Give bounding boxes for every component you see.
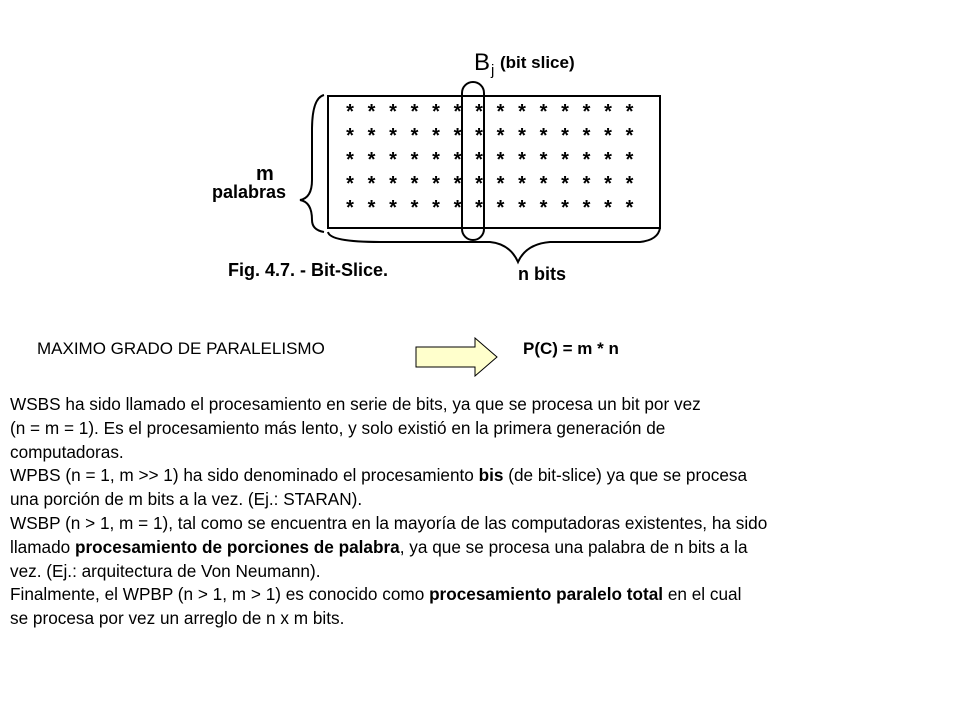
slice-label: B	[474, 49, 491, 76]
bit: *	[410, 101, 419, 123]
p3-bold: procesamiento de porciones de palabra	[74, 536, 400, 557]
bit: *	[432, 101, 440, 123]
p1-line1: WSBS ha sido llamado el procesamiento en serie de bits, ya que se procesa un bit por vez	[10, 394, 701, 414]
bit: *	[561, 149, 569, 171]
bit: *	[604, 101, 612, 123]
m-label: m	[256, 163, 274, 185]
bit: *	[453, 149, 462, 171]
bit: *	[367, 173, 376, 195]
bit: *	[496, 149, 505, 171]
bit: *	[496, 101, 505, 123]
slice-caption: (bit slice)	[500, 53, 575, 72]
bit: *	[432, 173, 440, 195]
bit: *	[346, 125, 354, 147]
bit: *	[346, 197, 354, 219]
bit: *	[367, 197, 376, 219]
bit: *	[389, 101, 397, 123]
p4-after: en el cual	[663, 584, 742, 605]
bit: *	[496, 173, 505, 195]
p3-line2	[10, 536, 955, 560]
bit: *	[410, 173, 419, 195]
bit: *	[518, 149, 526, 171]
bit: *	[453, 197, 462, 219]
bit: *	[389, 173, 397, 195]
p3-line1: WSBP (n > 1, m = 1), tal como se encuentra en la mayoría de las computadoras existentes, ha sido	[10, 512, 768, 533]
p4-bold: procesamiento paralelo total	[429, 584, 664, 605]
bit: *	[367, 125, 376, 147]
bit: *	[432, 197, 440, 219]
p4-line2: se procesa por vez un arreglo de n x m bits.	[10, 608, 345, 629]
slice-bit: *	[475, 173, 483, 195]
bit: *	[432, 125, 440, 147]
p4-before: Finalmente, el WPBP (n > 1, m > 1) es conocido como	[10, 584, 430, 605]
bits-label: n bits	[518, 264, 566, 284]
bit: *	[625, 197, 634, 219]
bit: *	[582, 173, 591, 195]
p1-line3: computadoras.	[10, 441, 124, 462]
p2-before: WPBS (n = 1, m >> 1) ha sido denominado el procesamiento	[10, 465, 479, 486]
figure-caption: Fig. 4.7. - Bit-Slice.	[228, 260, 389, 280]
bit: *	[604, 197, 612, 219]
bit: *	[604, 125, 612, 147]
bit: *	[410, 149, 419, 171]
bit: *	[539, 197, 548, 219]
bit: *	[346, 149, 354, 171]
bit-slice-figure	[200, 40, 680, 295]
bit-grid	[346, 101, 634, 219]
slice-bit: *	[475, 125, 483, 147]
p3-before: llamado	[10, 536, 75, 557]
p3-line3: vez. (Ej.: arquitectura de Von Neumann).	[10, 560, 321, 581]
bit: *	[625, 173, 634, 195]
words-brace	[300, 95, 324, 232]
bit: *	[496, 197, 505, 219]
bit: *	[561, 197, 569, 219]
bit: *	[367, 149, 376, 171]
bit: *	[453, 173, 462, 195]
bit: *	[561, 101, 569, 123]
bit: *	[389, 125, 397, 147]
arrow-shape	[416, 338, 497, 376]
bit: *	[432, 149, 440, 171]
bit: *	[389, 149, 397, 171]
bit: *	[367, 101, 376, 123]
parallelism-formula: P(C) = m * n	[523, 339, 619, 358]
bit: *	[561, 173, 569, 195]
parallelism-label: MAXIMO GRADO DE PARALELISMO	[37, 339, 325, 358]
bit: *	[539, 125, 548, 147]
bit: *	[582, 197, 591, 219]
words-label: palabras	[212, 182, 287, 202]
slice-subscript: j	[491, 62, 495, 79]
bit: *	[582, 101, 591, 123]
bit: *	[346, 101, 354, 123]
bit: *	[625, 149, 634, 171]
bit: *	[518, 101, 526, 123]
slice-bit: *	[475, 101, 483, 123]
bit: *	[625, 125, 634, 147]
bit: *	[410, 197, 419, 219]
bits-brace	[328, 228, 660, 262]
slice-bit: *	[475, 149, 483, 171]
bit: *	[561, 125, 569, 147]
bit: *	[389, 197, 397, 219]
bit: *	[582, 125, 591, 147]
bit: *	[453, 125, 462, 147]
slice-bit: *	[475, 197, 483, 219]
p2-after: (de bit-slice) ya que se procesa	[503, 465, 748, 486]
bit: *	[539, 173, 548, 195]
bit: *	[518, 173, 526, 195]
bit: *	[518, 125, 526, 147]
p2-line2: una porción de m bits a la vez. (Ej.: STARAN).	[10, 489, 363, 510]
bit: *	[518, 197, 526, 219]
explanation-text	[10, 393, 955, 631]
bit: *	[539, 149, 548, 171]
bit: *	[604, 173, 612, 195]
p1-line2: (n = m = 1). Es el procesamiento más lento, y solo existió en la primera generación de	[10, 417, 666, 438]
p3-after: , ya que se procesa una palabra de n bits a la	[399, 536, 748, 557]
right-arrow-icon	[415, 337, 499, 377]
bit-slice-diagram	[200, 40, 680, 290]
bit: *	[582, 149, 591, 171]
bit: *	[539, 101, 548, 123]
p2-bold: bis	[478, 465, 504, 486]
p4-line1	[10, 583, 955, 607]
bit: *	[604, 149, 612, 171]
bit: *	[453, 101, 462, 123]
p2-line1	[10, 464, 955, 488]
bit: *	[496, 125, 505, 147]
bit: *	[410, 125, 419, 147]
bit: *	[625, 101, 634, 123]
bit: *	[346, 173, 354, 195]
